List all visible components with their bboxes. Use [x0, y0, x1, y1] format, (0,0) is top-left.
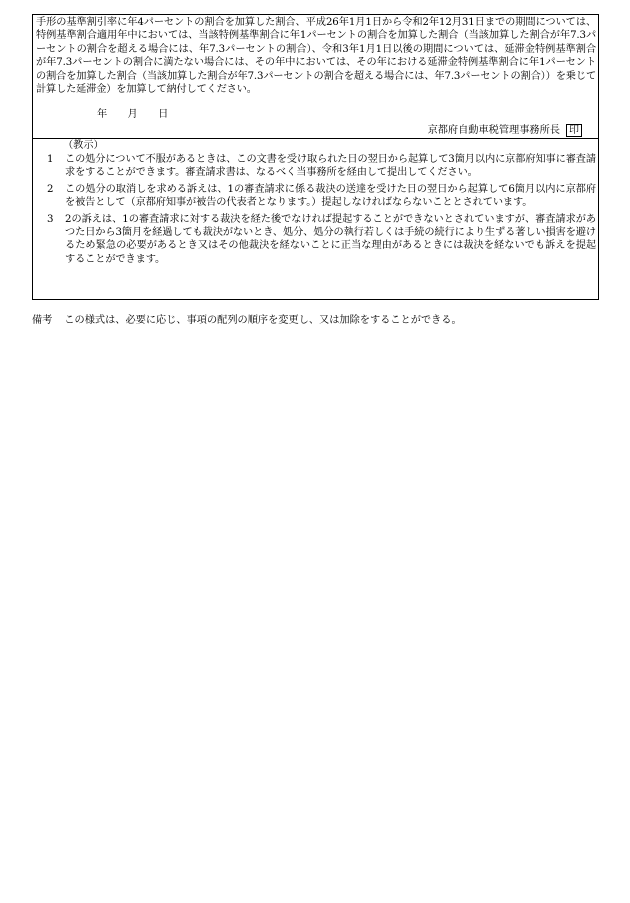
notice-item	[47, 213, 596, 267]
remark-label: 備考	[32, 315, 53, 326]
notice-item	[47, 153, 596, 180]
issuer-line	[428, 124, 582, 137]
notice-item-number: 2	[47, 183, 54, 195]
date-line: 年 月 日	[97, 109, 169, 120]
notice-item-text: この処分について不服があるときは、この文書を受け取られた日の翌日から起算して3箇月以内に京都府知事に審査請求をすることができます。審査請求書は、なるべく当事務所を経由して提出してください。	[65, 154, 596, 179]
notice-item-text: この処分の取消しを求める訴えは、1の審査請求に係る裁決の送達を受けた日の翌日から起算して6箇月以内に京都府を被告として（京都府知事が被告の代表者となります。）提起しなければならないこととされています。	[65, 183, 596, 209]
notice-item-number: 1	[47, 154, 54, 165]
notice-heading: （教示）	[63, 140, 104, 151]
payment-instruction-section	[33, 15, 598, 139]
notice-item	[47, 183, 596, 210]
seal-box: 印	[566, 124, 582, 137]
body-paragraph: 手形の基準割引率に年4パーセントの割合を加算した割合、平成26年1月1日から令和2年12月31日までの期間については、特例基準割合適用年中においては、当該特例基準割合に年1パーセントの割合を加算した割合（当該加算した割合が年7.3パーセントの割合を超える場合には、年7.3パーセントの割合）、令和3年1月1日以後の期間については、延滞金特例基準割合が年7.3パーセントの割合に満たない場合には、その年中においては、その年における延滞金特例基準割合に年1パーセントの割合を加算した割合（当該加算した割合が年7.3パーセントの割合を超える場合には、年7.3パーセントの割合））を乗じて計算した延滞金）を加算して納付してください。	[36, 17, 596, 96]
remark-text: この様式は、必要に応じ、事項の配列の順序を変更し、又は加除をすることができる。	[64, 315, 462, 326]
form-frame	[32, 14, 599, 300]
office-name: 京都府自動車税管理事務所長	[427, 125, 560, 136]
notice-item-text: 2の訴えは、1の審査請求に対する裁決を経た後でなければ提起することができないとされていますが、審査請求があつた日から3箇月を経過しても裁決がないとき、処分、処分の執行若しくは手続の続行により生ずる著しい損害を避けるため緊急の必要があるとき又はその他裁決を経ないことに正当な理由があるときには裁決を経ないでも訴えを提起することができます。	[65, 213, 596, 265]
remark-line	[32, 314, 462, 327]
notice-list	[47, 153, 596, 269]
notice-item-number: 3	[47, 213, 54, 225]
